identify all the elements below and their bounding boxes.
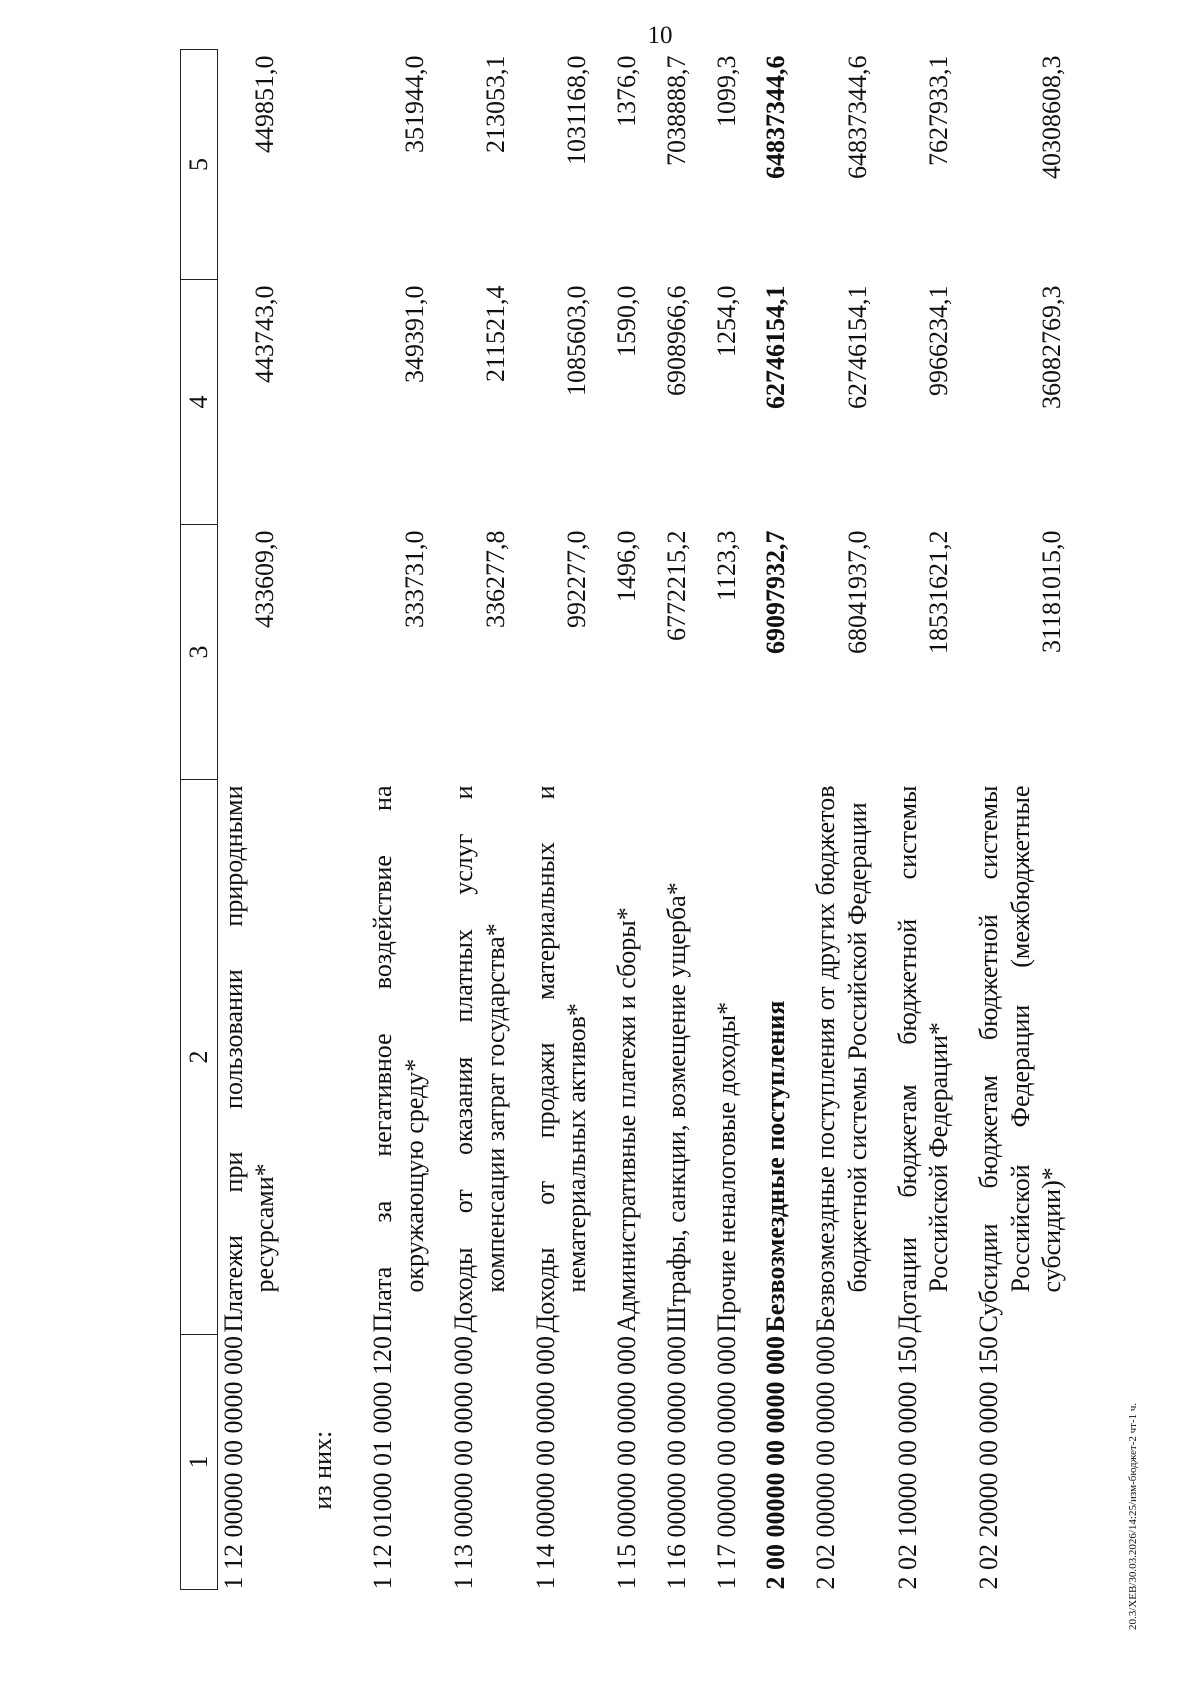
row-value-col5: 1376,0: [612, 55, 642, 127]
table-row: [973, 50, 1086, 1590]
table-row: [711, 50, 761, 1590]
row-value-col3: 336277,8: [481, 530, 511, 628]
row-code: 1 15 00000 00 0000 000: [612, 1336, 642, 1590]
table-body: [217, 50, 1086, 1590]
table-row: [892, 50, 973, 1590]
row-code: 1 16 00000 00 0000 000: [661, 1336, 691, 1590]
row-code: 1 12 00000 00 0000 000: [218, 1336, 248, 1590]
row-code-cell: [299, 1335, 367, 1590]
row-value-col5: 1099,3: [711, 55, 741, 127]
row-name: [661, 780, 711, 1335]
row-value-col4: 1590,0: [612, 285, 642, 357]
row-value-col4: 36082769,3: [1037, 285, 1067, 409]
row-name: [367, 780, 448, 1335]
row-name-text: Доходы от продажи материальных и нематериальных активов*: [530, 785, 592, 1333]
row-name-text: Субсидии бюджетам бюджетной системы Российской Федерации (межбюджетные субсидии)*: [973, 785, 1067, 1333]
row-name: [217, 780, 299, 1335]
row-value-col3: 69097932,7: [761, 530, 791, 654]
row-value-col4: 62746154,1: [842, 285, 872, 409]
row-value-col4: 443743,0: [250, 285, 280, 383]
empty-cell: [299, 280, 367, 525]
row-name-text: Безвозмездные поступления от других бюджетов бюджетной системы Российской Федерации: [811, 785, 872, 1333]
row-name-text: Административные платежи и сборы*: [612, 907, 642, 1333]
row-value-col5: 64837344,6: [761, 55, 791, 179]
row-name-text: Прочие неналоговые доходы*: [711, 1001, 741, 1333]
table-header-row: [181, 50, 218, 1590]
row-value-col3: 1496,0: [612, 530, 642, 602]
row-value-col3: 31181015,0: [1037, 530, 1067, 654]
row-value-col3: 6772215,2: [661, 530, 691, 641]
table-row: [760, 50, 810, 1590]
row-name: [448, 780, 529, 1335]
row-name-text: Плата за негативное воздействие на окружающую среду*: [367, 785, 429, 1333]
subheading-label: из них:: [308, 1430, 338, 1510]
row-code: 1 12 01000 01 0000 120: [367, 1336, 397, 1590]
row-value-col5: 64837344,6: [842, 55, 872, 179]
empty-cell: [299, 50, 367, 280]
row-value-col5: 1031168,0: [562, 55, 592, 166]
row-value-col4: 62746154,1: [761, 285, 791, 409]
column-header: 4: [181, 280, 218, 525]
row-name: [611, 780, 661, 1335]
row-code: 2 00 00000 00 0000 000: [761, 1336, 791, 1590]
row-name-text: Безвозмездные поступления: [761, 1000, 791, 1333]
row-value-col3: 333731,0: [399, 530, 429, 628]
row-value-col5: 351944,0: [399, 55, 429, 153]
row-name-text: Платежи при пользовании природными ресурсами*: [218, 785, 280, 1333]
row-name: [760, 780, 810, 1335]
row-value-col4: 1085603,0: [562, 285, 592, 396]
table-row: [530, 50, 611, 1590]
row-name-text: Дотации бюджетам бюджетной системы Российской Федерации*: [892, 785, 954, 1333]
row-name-text: Доходы от оказания платных услуг и компенсации затрат государства*: [449, 785, 511, 1333]
row-code: 1 13 00000 00 0000 000: [449, 1336, 479, 1590]
row-value-col3: 433609,0: [250, 530, 280, 628]
column-header: 5: [181, 50, 218, 280]
table-row: [217, 50, 299, 1590]
row-code: 2 02 00000 00 0000 000: [811, 1336, 841, 1590]
row-code: 2 02 10000 00 0000 150: [892, 1336, 922, 1590]
table-row: [367, 50, 448, 1590]
row-value-col5: 7038888,7: [661, 55, 691, 166]
row-value-col3: 992277,0: [562, 530, 592, 628]
row-value-col5: 40308608,3: [1037, 55, 1067, 179]
empty-cell: [299, 780, 367, 1335]
row-code: 1 14 00000 00 0000 000: [530, 1336, 560, 1590]
page-number: 10: [647, 22, 673, 49]
table-row: [448, 50, 529, 1590]
row-name: [810, 780, 891, 1335]
row-name: [530, 780, 611, 1335]
row-name: [711, 780, 761, 1335]
footer-note: 20.3/ХЕВ/30.03.2026/14:25/изм-бюджет-2 чт-1 ч.: [1127, 1402, 1139, 1630]
row-value-col5: 213053,1: [481, 55, 511, 153]
row-value-col5: 449851,0: [250, 55, 280, 153]
row-name-text: Штрафы, санкции, возмещение ущерба*: [661, 882, 691, 1333]
empty-cell: [299, 525, 367, 780]
row-value-col5: 7627933,1: [924, 55, 954, 166]
row-value-col3: 1123,3: [711, 530, 741, 602]
column-header: 2: [181, 780, 218, 1335]
table-row: [810, 50, 891, 1590]
column-header: 1: [181, 1335, 218, 1590]
row-code: 2 02 20000 00 0000 150: [973, 1336, 1003, 1590]
row-value-col4: 211521,4: [481, 285, 511, 383]
table-row: [661, 50, 711, 1590]
row-value-col4: 349391,0: [399, 285, 429, 383]
row-name: [892, 780, 973, 1335]
table-subheading-row: [299, 50, 367, 1590]
row-value-col4: 6908966,6: [661, 285, 691, 396]
budget-table: [180, 49, 1086, 1590]
row-value-col3: 68041937,0: [842, 530, 872, 654]
table-row: [611, 50, 661, 1590]
row-code: 1 17 00000 00 0000 000: [711, 1336, 741, 1590]
row-value-col4: 9966234,1: [924, 285, 954, 396]
row-name: [973, 780, 1086, 1335]
rotated-page-content: [180, 20, 1130, 1590]
row-value-col3: 18531621,2: [924, 530, 954, 654]
column-header: 3: [181, 525, 218, 780]
row-value-col4: 1254,0: [711, 285, 741, 357]
